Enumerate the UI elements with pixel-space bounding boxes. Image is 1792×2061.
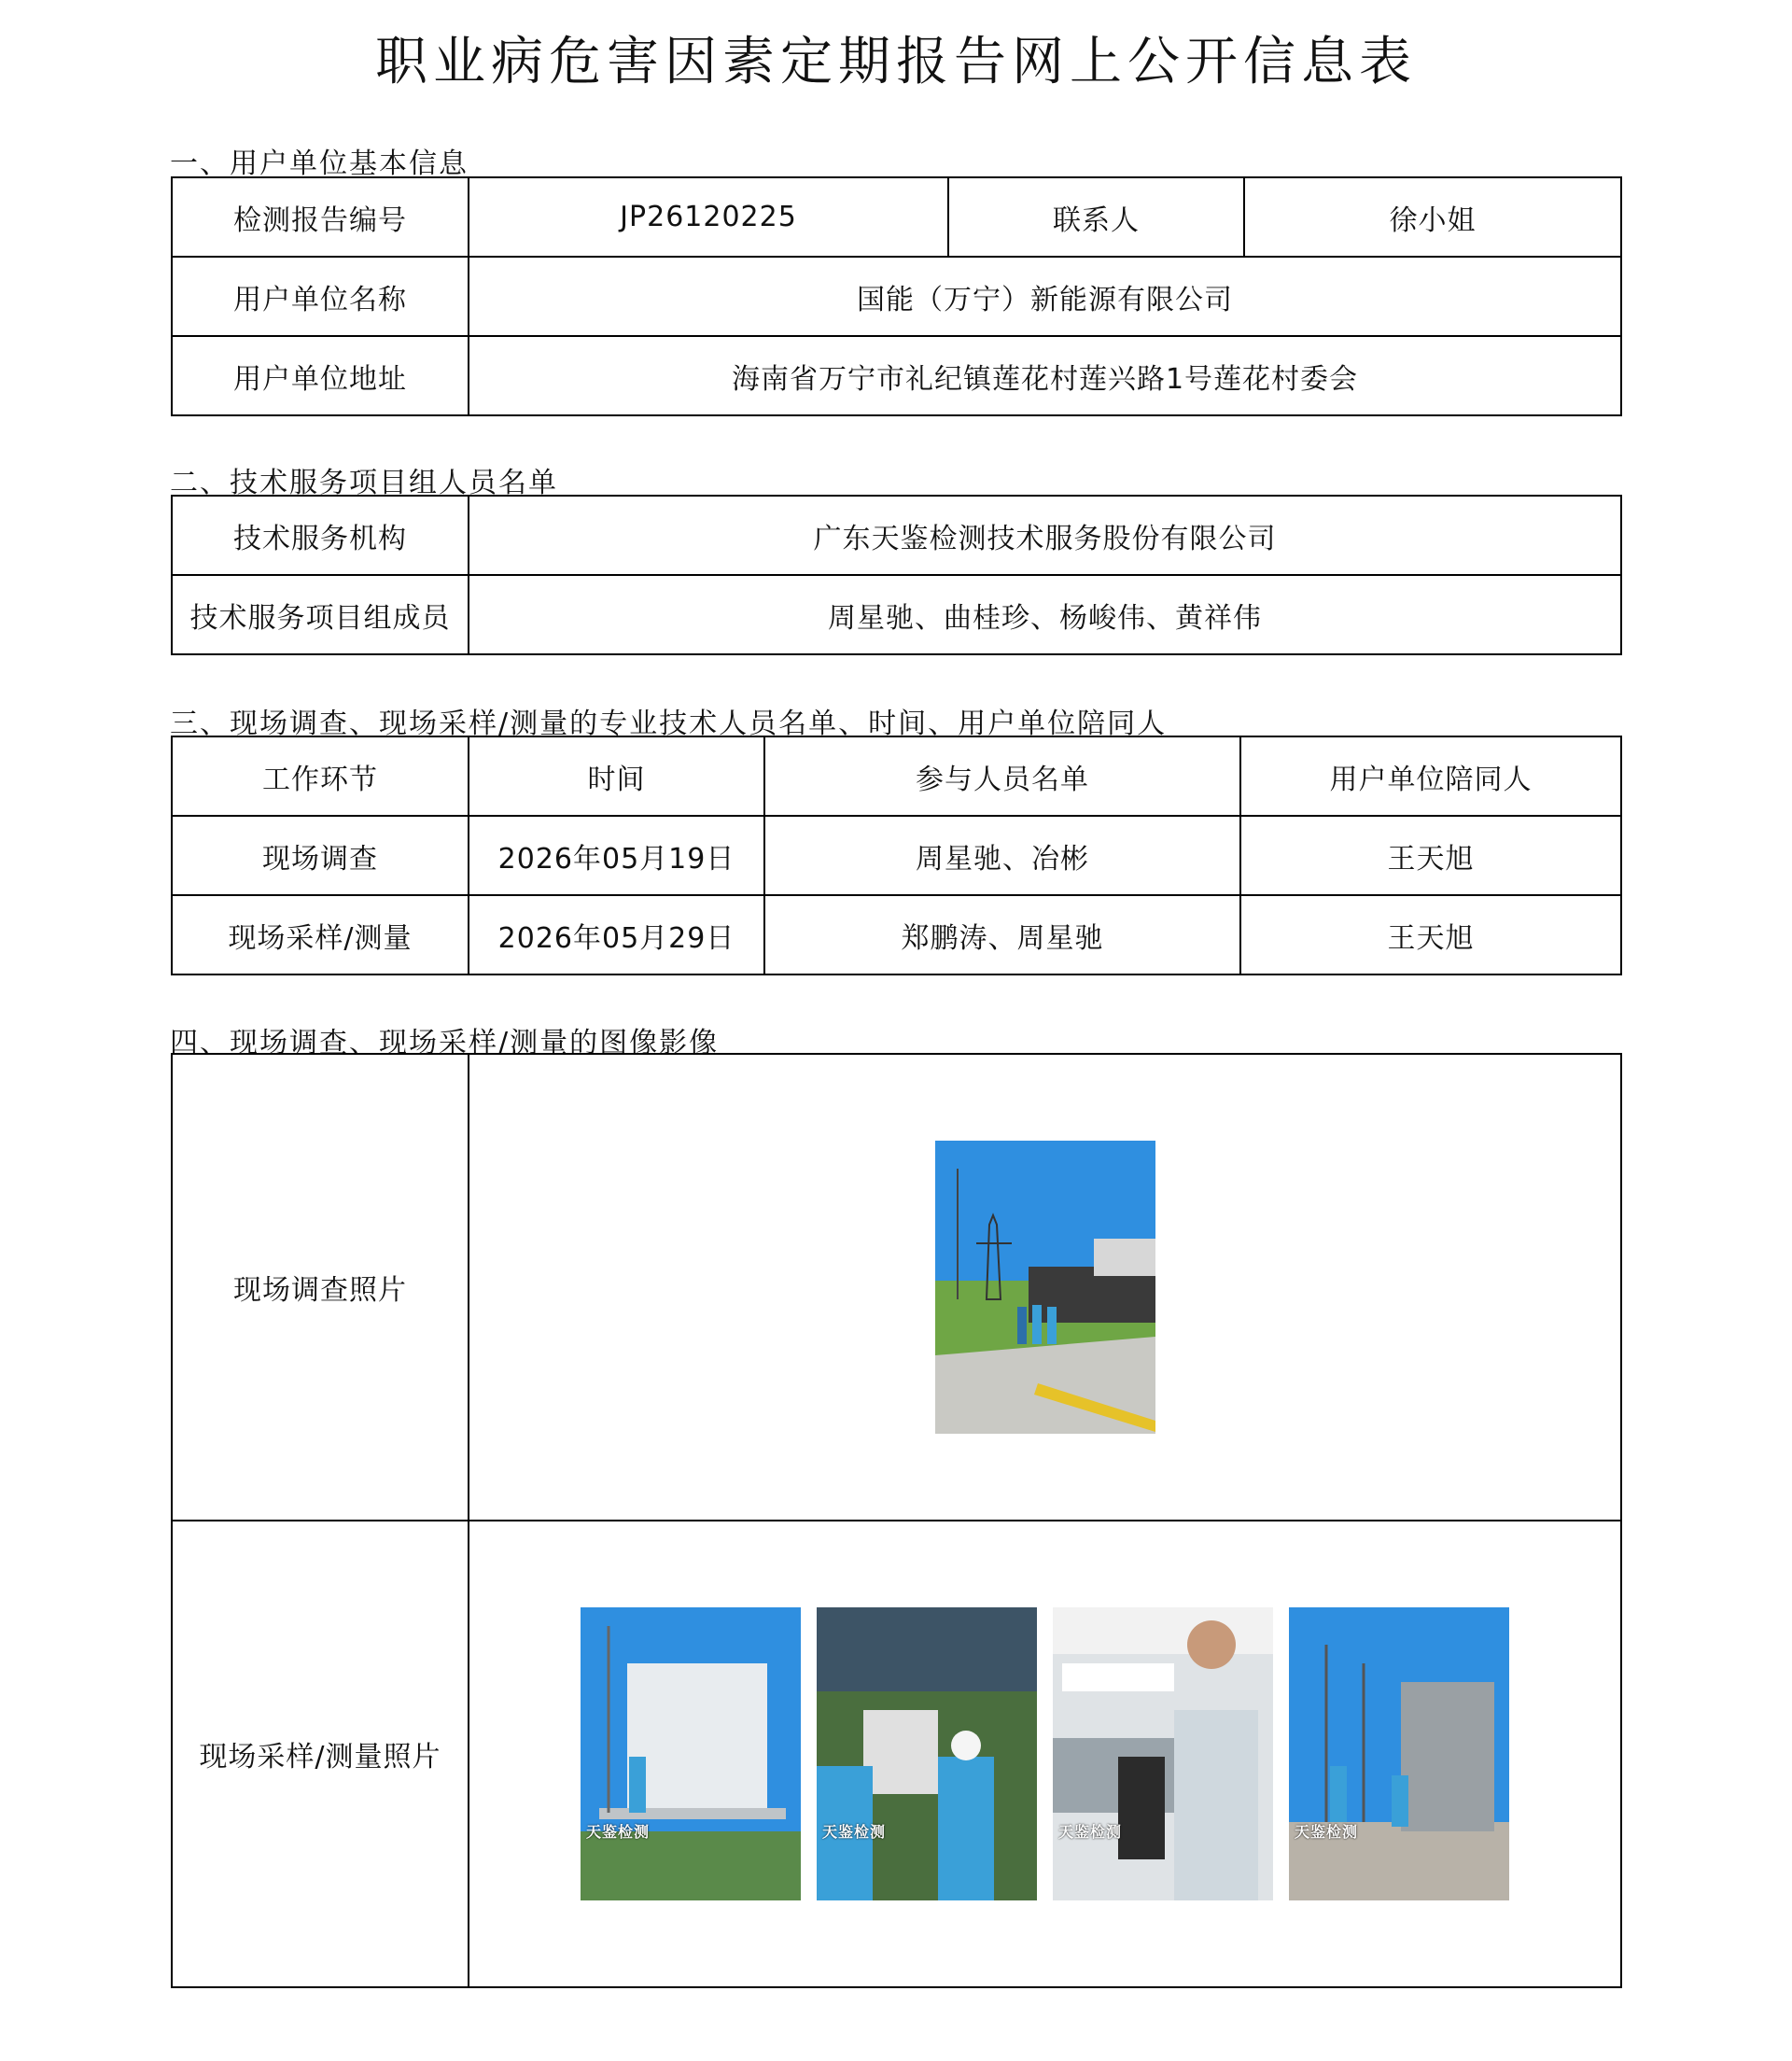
contact-value: 徐小姐: [1244, 177, 1621, 257]
schedule-header-staff: 参与人员名单: [764, 736, 1240, 816]
schedule-stage: 现场调查: [172, 816, 469, 895]
sampling-photo-3: [1053, 1607, 1273, 1900]
report-no-value: JP26120225: [469, 177, 948, 257]
schedule-staff: 郑鹏涛、周星驰: [764, 895, 1240, 974]
sampling-photo-image: [1053, 1607, 1273, 1900]
sampling-photo-stamp: 天鉴检测: [586, 1823, 651, 1841]
survey-photo-cell: [469, 1054, 1621, 1521]
section3-heading: 三、现场调查、现场采样/测量的专业技术人员名单、时间、用户单位陪同人: [170, 708, 1168, 740]
sampling-photo-stamp: 天鉴检测: [1295, 1823, 1359, 1841]
report-no-label: 检测报告编号: [172, 177, 469, 257]
sampling-photo-row: [475, 1607, 1615, 1900]
sampling-photo-2: [817, 1607, 1037, 1900]
schedule-header-escort: 用户单位陪同人: [1240, 736, 1621, 816]
unit-name-label: 用户单位名称: [172, 257, 469, 336]
sampling-photo-stamp: 天鉴检测: [1058, 1823, 1123, 1841]
schedule-table: [171, 736, 1622, 975]
sampling-photo-image: [817, 1607, 1037, 1900]
sampling-photo-image: [581, 1607, 801, 1900]
basic-info-table: [171, 176, 1622, 416]
schedule-time: 2026年05月29日: [469, 895, 764, 974]
schedule-header-time: 时间: [469, 736, 764, 816]
sampling-photo-image: [1289, 1607, 1509, 1900]
sampling-photo-4: [1289, 1607, 1509, 1900]
contact-label: 联系人: [948, 177, 1244, 257]
page-title: 职业病危害因素定期报告网上公开信息表: [375, 32, 1417, 92]
members-label: 技术服务项目组成员: [172, 575, 469, 654]
survey-photo-label: 现场调查照片: [172, 1054, 469, 1521]
sampling-photo-stamp: 天鉴检测: [822, 1823, 887, 1841]
schedule-header-stage: 工作环节: [172, 736, 469, 816]
sampling-photo-cell: [469, 1521, 1621, 1987]
section2-heading: 二、技术服务项目组人员名单: [170, 467, 558, 499]
schedule-escort: 王天旭: [1240, 816, 1621, 895]
members-value: 周星驰、曲桂珍、杨峻伟、黄祥伟: [469, 575, 1621, 654]
schedule-escort: 王天旭: [1240, 895, 1621, 974]
unit-name-value: 国能（万宁）新能源有限公司: [469, 257, 1621, 336]
team-table: [171, 495, 1622, 655]
survey-photo: [935, 1141, 1155, 1434]
schedule-time: 2026年05月19日: [469, 816, 764, 895]
unit-address-label: 用户单位地址: [172, 336, 469, 415]
schedule-staff: 周星驰、冶彬: [764, 816, 1240, 895]
org-label: 技术服务机构: [172, 496, 469, 575]
table-row: [172, 895, 1621, 974]
unit-address-value: 海南省万宁市礼纪镇莲花村莲兴路1号莲花村委会: [469, 336, 1621, 415]
section1-heading: 一、用户单位基本信息: [170, 147, 469, 180]
schedule-stage: 现场采样/测量: [172, 895, 469, 974]
section4-heading: 四、现场调查、现场采样/测量的图像影像: [170, 1027, 720, 1059]
sampling-photo-1: [581, 1607, 801, 1900]
survey-photo-image: [935, 1141, 1155, 1434]
photos-table: [171, 1053, 1622, 1988]
sampling-photo-label: 现场采样/测量照片: [172, 1521, 469, 1987]
org-value: 广东天鉴检测技术服务股份有限公司: [469, 496, 1621, 575]
table-row: [172, 816, 1621, 895]
